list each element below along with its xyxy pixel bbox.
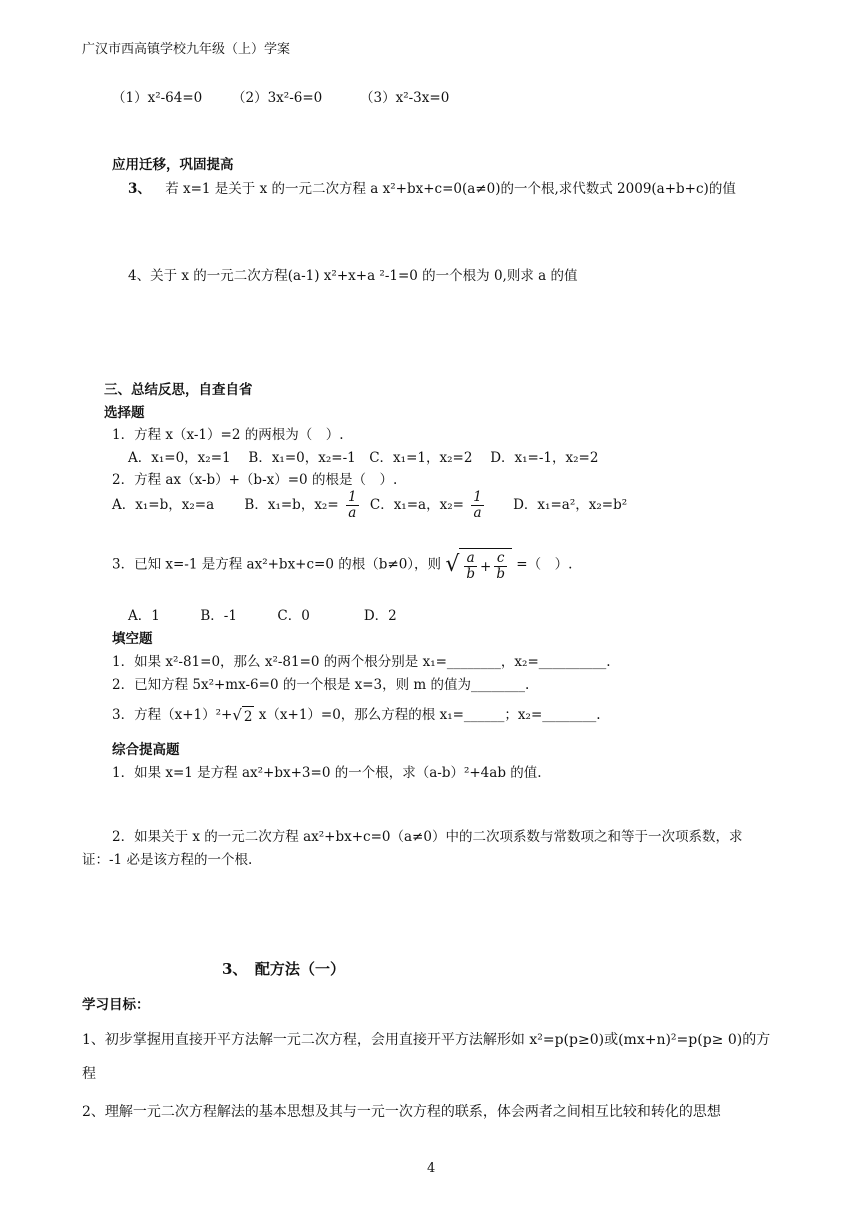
option-a: A．x₁=b，x₂=a: [112, 497, 215, 513]
advanced-question-1: 1．如果 x=1 是方程 ax²+bx+3=0 的一个根，求（a-b）²+4ab 的值.: [112, 765, 542, 781]
fraction-denominator: b: [466, 566, 476, 582]
choice-question-2-options: [112, 490, 627, 521]
fill-question-3: [112, 703, 601, 725]
choice-question-3-prefix: 3．已知 x=-1 是方程 ax²+bx+c=0 的根（b≠0），则: [112, 556, 442, 573]
apply-question-3: [128, 177, 736, 197]
fraction-numerator: c: [494, 551, 507, 567]
option-b: B．x₁=b，x₂=: [244, 497, 339, 513]
sqrt-sign-icon: √: [445, 552, 460, 577]
page-number: 4: [427, 1161, 436, 1176]
choice-question-2: 2．方程 ax（x-b）+（b-x）=0 的根是（ ）.: [112, 472, 398, 488]
fill-question-3-prefix: 3．方程（x+1）²+: [112, 707, 233, 723]
fraction-denominator: b: [496, 566, 505, 582]
fraction-numerator: a: [464, 551, 477, 567]
fraction-numerator: 1: [347, 489, 357, 505]
advanced-question-2: 2．如果关于 x 的一元二次方程 ax²+bx+c=0（a≠0）中的二次项系数与常数项之和等于一次项系数，求证：-1 必是该方程的一个根.: [82, 829, 743, 868]
choice-question-1-options: A．x₁=0，x₂=1 B．x₁=0，x₂=-1 C．x₁=1，x₂=2 D．x₁=-1，x₂=2: [128, 450, 599, 466]
plus-sign: +: [480, 558, 492, 575]
practice-problem-3: （3）x²-3x=0: [360, 90, 450, 106]
sqrt-expression: [445, 548, 512, 582]
section-title: 3、 配方法（一）: [222, 960, 345, 978]
goal-2: 2、理解一元二次方程解法的基本思想及其与一元一次方程的联系，体会两者之间相互比较和转化的思想: [82, 1104, 721, 1120]
choice-title: 选择题: [104, 405, 145, 421]
fill-question-1: 1．如果 x²-81=0，那么 x²-81=0 的两个根分别是 x₁=________，x₂=__________.: [112, 654, 611, 670]
sqrt-two: [232, 706, 254, 725]
goals-title: 学习目标：: [82, 997, 150, 1013]
practice-problem-1: （1）x²-64=0: [112, 90, 203, 106]
fill-question-2: 2．已知方程 5x²+mx-6=0 的一个根是 x=3，则 m 的值为________.: [112, 677, 530, 693]
radicand: 2: [242, 706, 255, 725]
goal-1: 1、初步掌握用直接开平方法解一元二次方程，会用直接开平方法解形如 x²=p(p≥0)或(mx+n)²=p(p≥ 0)的方程: [82, 1032, 771, 1082]
apply-question-4: 4、关于 x 的一元二次方程(a-1) x²+x+a ²-1=0 的一个根为 0,则求 a 的值: [128, 268, 578, 284]
fill-question-3-suffix: x（x+1）=0，那么方程的根 x₁=______；x₂=________.: [258, 707, 601, 723]
question-3-number: 3、: [128, 181, 151, 197]
fraction-denominator: a: [348, 505, 357, 521]
choice-question-1: 1．方程 x（x-1）=2 的两根为（ ）.: [112, 427, 344, 443]
sqrt-sign-icon: √: [232, 706, 242, 724]
page-header: 广汉市西高镇学校九年级（上）学案: [82, 42, 291, 57]
fraction-one-over-a: [346, 490, 359, 521]
fraction-denominator: a: [473, 505, 482, 521]
question-3-text: 若 x=1 是关于 x 的一元二次方程 a x²+bx+c=0(a≠0)的一个根,求代数式 2009(a+b+c)的值: [165, 181, 736, 197]
advanced-title: 综合提高题: [112, 742, 180, 758]
choice-question-3-suffix: =（ ）.: [516, 556, 573, 573]
fraction-one-over-a-2: [471, 490, 484, 521]
option-c: C．x₁=a，x₂=: [369, 497, 464, 513]
fraction-a-over-b: [464, 551, 477, 582]
option-d: D．x₁=a²，x₂=b²: [513, 497, 628, 513]
choice-question-3: [112, 548, 572, 582]
summary-section-title: 三、总结反思，自查自省: [104, 382, 253, 398]
fill-title: 填空题: [112, 631, 153, 647]
fraction-numerator: 1: [473, 489, 482, 505]
radicand: [459, 548, 512, 582]
choice-question-3-options: A．1 B．-1 C．0 D．2: [128, 608, 397, 624]
practice-problem-2: （2）3x²-6=0: [232, 90, 323, 106]
apply-section-title: 应用迁移，巩固提高: [112, 157, 234, 173]
fraction-c-over-b: [494, 551, 507, 582]
